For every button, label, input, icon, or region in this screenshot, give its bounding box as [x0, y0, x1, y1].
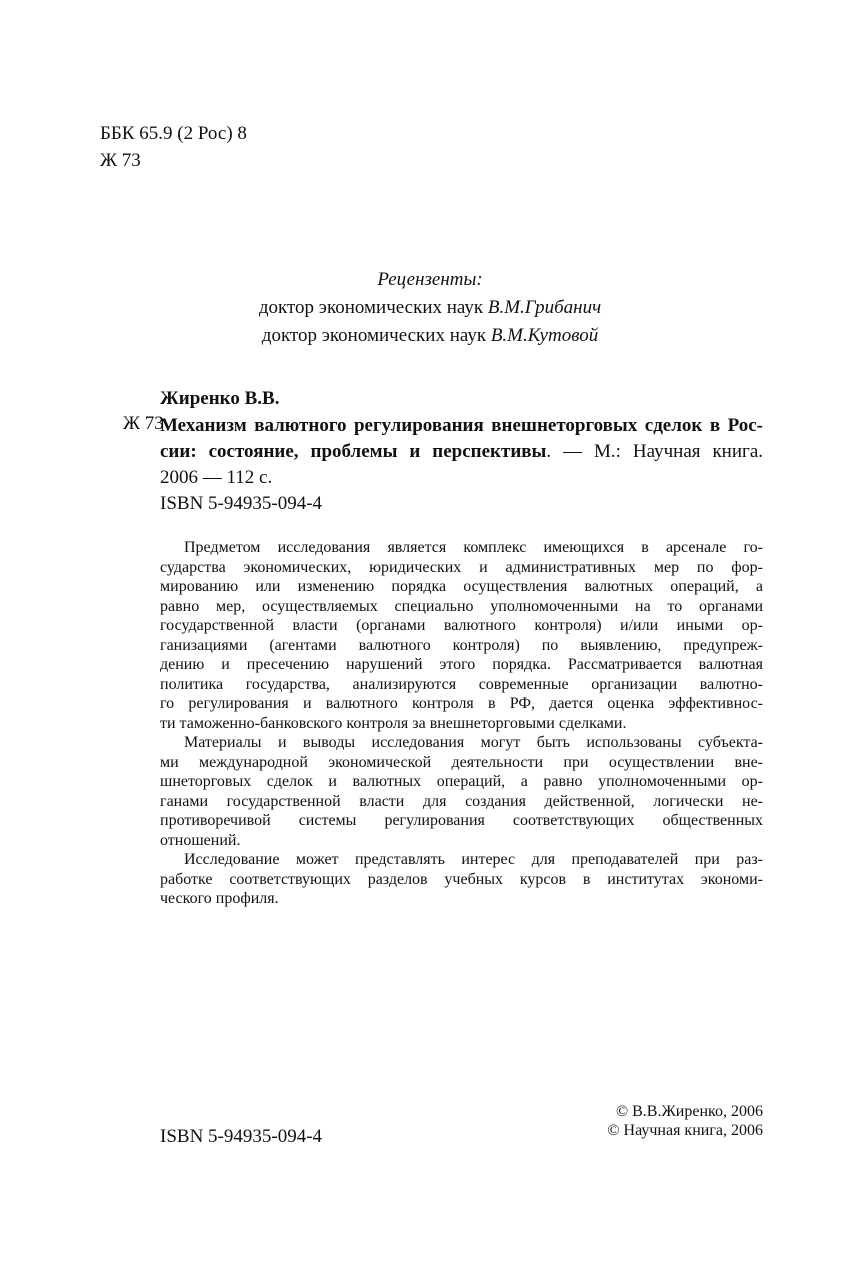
- abstract-line: ганизациями (агентами валютного контроля) по выявлению, предупреж-: [160, 636, 763, 654]
- abstract-line: го регулирования и валютного контроля в РФ, дается оценка эффективнос-: [160, 695, 763, 712]
- record-isbn: ISBN 5-94935-094-4: [160, 493, 323, 514]
- copyright-block: [607, 1102, 763, 1140]
- abstract-line: дению и пресечению нарушений этого порядка. Рассматривается валютная: [160, 656, 763, 673]
- record-code: Ж 73: [123, 413, 164, 434]
- footer-isbn: ISBN 5-94935-094-4: [160, 1126, 323, 1147]
- author-mark: Ж 73: [100, 150, 141, 171]
- reviewer-line: [150, 294, 710, 322]
- abstract-line: ганами государственной власти для создания действенной, логически не-: [160, 792, 763, 810]
- abstract-line: ческого профиля.: [160, 890, 279, 907]
- record-publisher: . — М.: Научная книга.: [546, 441, 763, 462]
- abstract-line: политика государства, анализируются современные организации валютно-: [160, 675, 763, 693]
- abstract-line: противоречивой системы регулирования соответствующих общественных: [160, 812, 763, 829]
- reviewers-title: Рецензенты:: [377, 269, 483, 290]
- record-title-part: сии: состояние, проблемы и перспективы: [160, 441, 547, 462]
- bbk-code: ББК 65.9 (2 Рос) 8: [100, 123, 247, 144]
- abstract-line: отношений.: [160, 831, 241, 849]
- record-title-part: Механизм валютного регулирования внешнеторговых сделок в Рос-: [160, 415, 763, 436]
- bibliographic-record: [160, 413, 763, 517]
- reviewer-name: В.М.Кутовой: [490, 325, 599, 346]
- abstract-line: мированию или изменению порядка осуществления валютных операций, а: [160, 578, 763, 595]
- abstract-line: государственной власти (органами валютного контроля) и/или иными ор-: [160, 617, 763, 634]
- abstract-line: сударства экономических, юридических и административных мер по фор-: [160, 558, 763, 576]
- abstract-line: равно мер, осуществляемых специально уполномоченными на то органами: [160, 597, 763, 615]
- record-title-line: [160, 439, 763, 465]
- reviewer-degree: доктор экономических наук: [258, 297, 484, 318]
- abstract-line: Предметом исследования является комплекс имеющихся в арсенале го-: [184, 539, 763, 556]
- copyright-author: © В.В.Жиренко, 2006: [615, 1103, 763, 1120]
- reviewers-block: [150, 266, 710, 350]
- abstract: [160, 538, 763, 909]
- abstract-line: Материалы и выводы исследования могут быть использованы субъекта-: [184, 734, 763, 751]
- abstract-line: работке соответствующих разделов учебных курсов в институтах экономи-: [160, 870, 763, 888]
- copyright-publisher: © Научная книга, 2006: [607, 1122, 763, 1139]
- reviewer-name: В.М.Грибанич: [487, 297, 602, 318]
- record-year-pages: 2006 — 112 с.: [160, 467, 273, 488]
- record-author: Жиренко В.В.: [160, 388, 280, 409]
- reviewer-line: [150, 322, 710, 350]
- bbk-block: [100, 120, 247, 174]
- reviewer-degree: доктор экономических наук: [261, 325, 487, 346]
- record-title-line: [160, 413, 763, 439]
- abstract-line: ти таможенно-банковского контроля за внешнеторговыми сделками.: [160, 714, 627, 732]
- abstract-line: Исследование может представлять интерес для преподавателей при раз-: [184, 851, 763, 868]
- abstract-line: шнеторговых сделок и валютных операций, а равно уполномоченными ор-: [160, 773, 763, 790]
- abstract-line: ми международной экономической деятельности при осуществлении вне-: [160, 753, 763, 771]
